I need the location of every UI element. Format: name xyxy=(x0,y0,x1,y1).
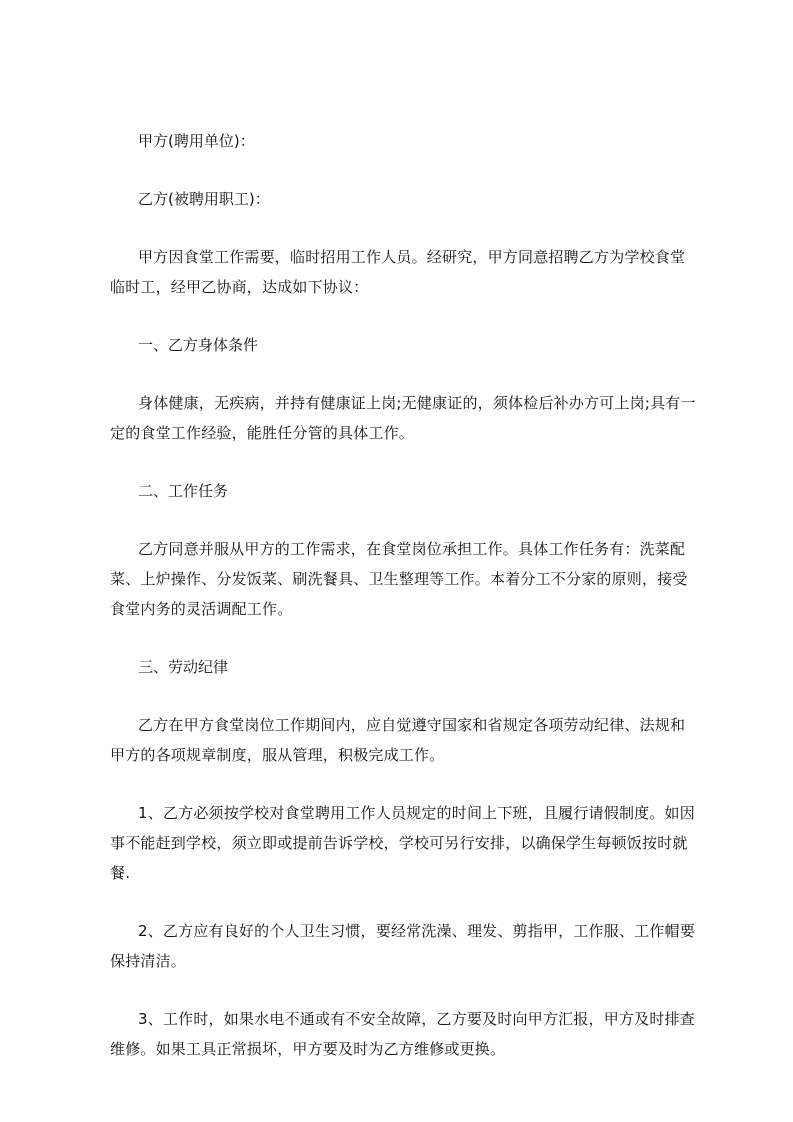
rule-item-2: 2、乙方应有良好的个人卫生习惯，要经常洗澡、理发、剪指甲，工作服、工作帽要保持清洁。 xyxy=(110,922,695,970)
intro-paragraph: 甲方因食堂工作需要，临时招用工作人员。经研究，甲方同意招聘乙方为学校食堂临时工，经甲乙协商，达成如下协议： xyxy=(110,248,686,296)
section3-body: 乙方在甲方食堂岗位工作期间内，应自觉遵守国家和省规定各项劳动纪律、法规和甲方的各项规章制度，服从管理，积极完成工作。 xyxy=(110,716,686,764)
section3-title: 三、劳动纪律 xyxy=(138,658,229,676)
party-a-line: 甲方(聘用单位)： xyxy=(138,132,255,150)
rule-item-3: 3、工作时，如果水电不通或有不安全故障，乙方要及时向甲方汇报，甲方及时排查维修。如果工具正常损坏，甲方要及时为乙方维修或更换。 xyxy=(110,1010,695,1058)
section1-body: 身体健康，无疾病，并持有健康证上岗;无健康证的，须体检后补办方可上岗;具有一定的食堂工作经验，能胜任分管的具体工作。 xyxy=(110,394,696,442)
section2-body: 乙方同意并服从甲方的工作需求，在食堂岗位承担工作。具体工作任务有：洗菜配菜、上炉操作、分发饭菜、刷洗餐具、卫生整理等工作。本着分工不分家的原则，接受食堂内务的灵活调配工作。 xyxy=(110,540,688,618)
section2-title: 二、工作任务 xyxy=(138,482,229,500)
rule-item-1: 1、乙方必须按学校对食堂聘用工作人员规定的时间上下班，且履行请假制度。如因事不能赶到学校，须立即或提前告诉学校，学校可另行安排，以确保学生每顿饭按时就餐. xyxy=(110,804,695,882)
party-b-line: 乙方(被聘用职工)： xyxy=(138,190,270,208)
section1-title: 一、乙方身体条件 xyxy=(138,336,259,354)
document-body xyxy=(110,126,700,1064)
